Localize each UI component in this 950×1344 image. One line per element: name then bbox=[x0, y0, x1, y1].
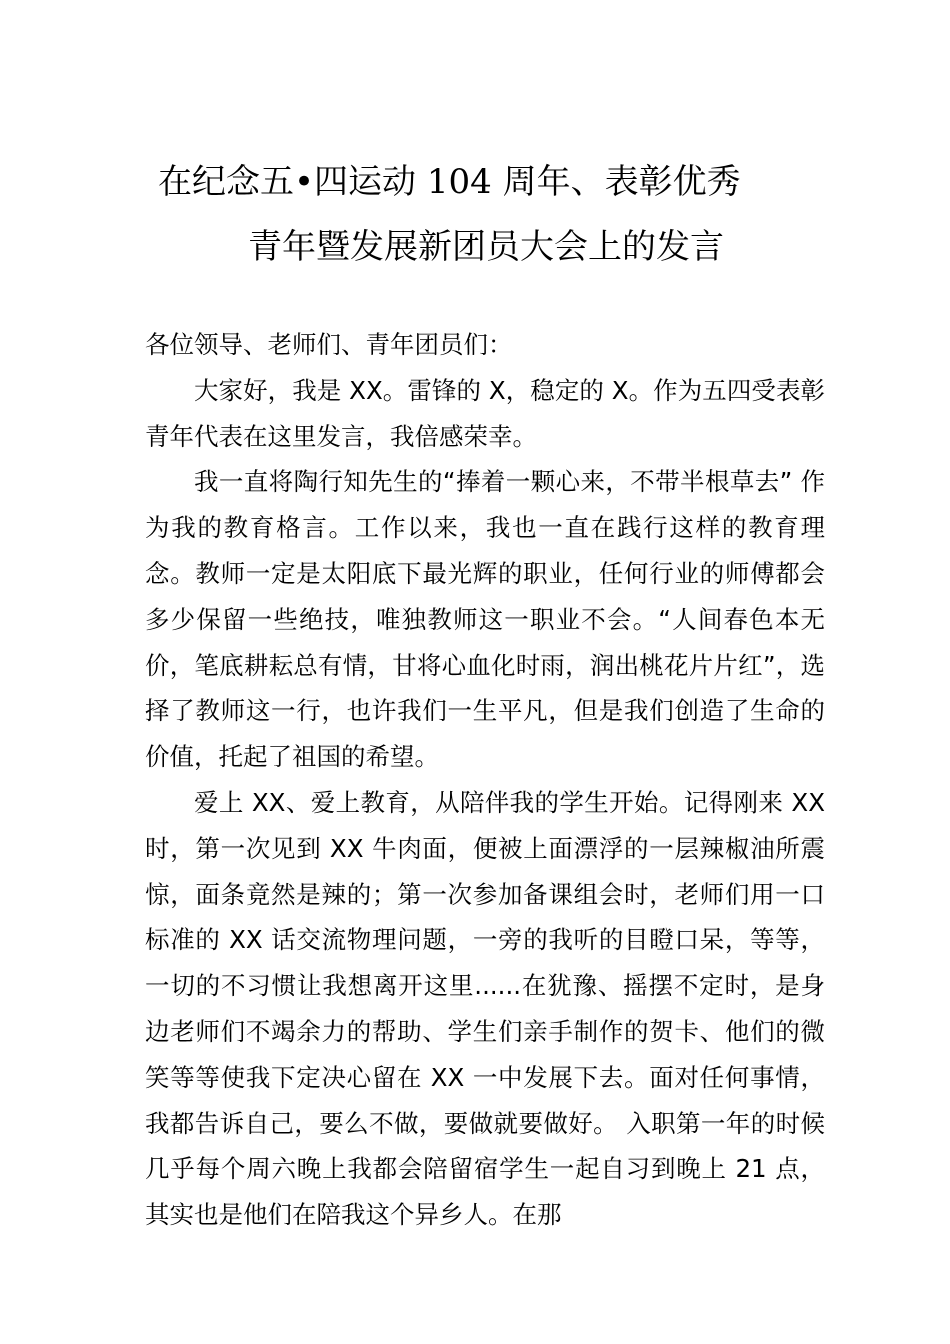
salutation: 各位领导、老师们、青年团员们： bbox=[145, 330, 513, 359]
paragraph-motto: 我一直将陶行知先生的“捧着一颗心来，不带半根草去” 作为我的教育格言。工作以来，我也一直在践行这样的教育理念。教师一定是太阳底下最光辉的职业，任何行业的师傅都会多少保留一些绝技，唯独教师这一职业不会。“人间春色本无价，笔底耕耘总有情，甘将心血化时雨，润出桃花片片红”，选择了教师这一行，也许我们一生平凡，但是我们创造了生命的价值，托起了祖国的希望。 bbox=[145, 467, 825, 772]
speech-title-line-1: 在纪念五•四运动 104 周年、表彰优秀 bbox=[158, 162, 741, 202]
paragraph-greeting: 大家好，我是 XX。雷锋的 X，稳定的 X。作为五四受表彰青年代表在这里发言，我倍感荣幸。 bbox=[145, 375, 825, 451]
speech-title-line-2: 青年暨发展新团员大会上的发言 bbox=[248, 227, 724, 267]
paragraph-experience: 爱上 XX、爱上教育，从陪伴我的学生开始。记得刚来 XX 时，第一次见到 XX 牛肉面，便被上面漂浮的一层辣椒油所震惊，面条竟然是辣的；第一次参加备课组会时，老师们用一口标准的 XX 话交流物理问题，一旁的我听的目瞪口呆，等等，一切的不习惯让我想离开这里......在犹豫、摇摆不定时，是身边老师们不竭余力的帮助、学生们亲手制作的贺卡、他们的微笑等等使我下定决心留在 XX 一中发展下去。面对任何事情，我都告诉自己，要么不做，要做就要做好。 入职第一年的时候几乎每个周六晚上我都会陪留宿学生一起自习到晚上 21 点，其实也是他们在陪我这个异乡人。在那 bbox=[145, 787, 825, 1230]
speech-body bbox=[145, 322, 825, 1238]
